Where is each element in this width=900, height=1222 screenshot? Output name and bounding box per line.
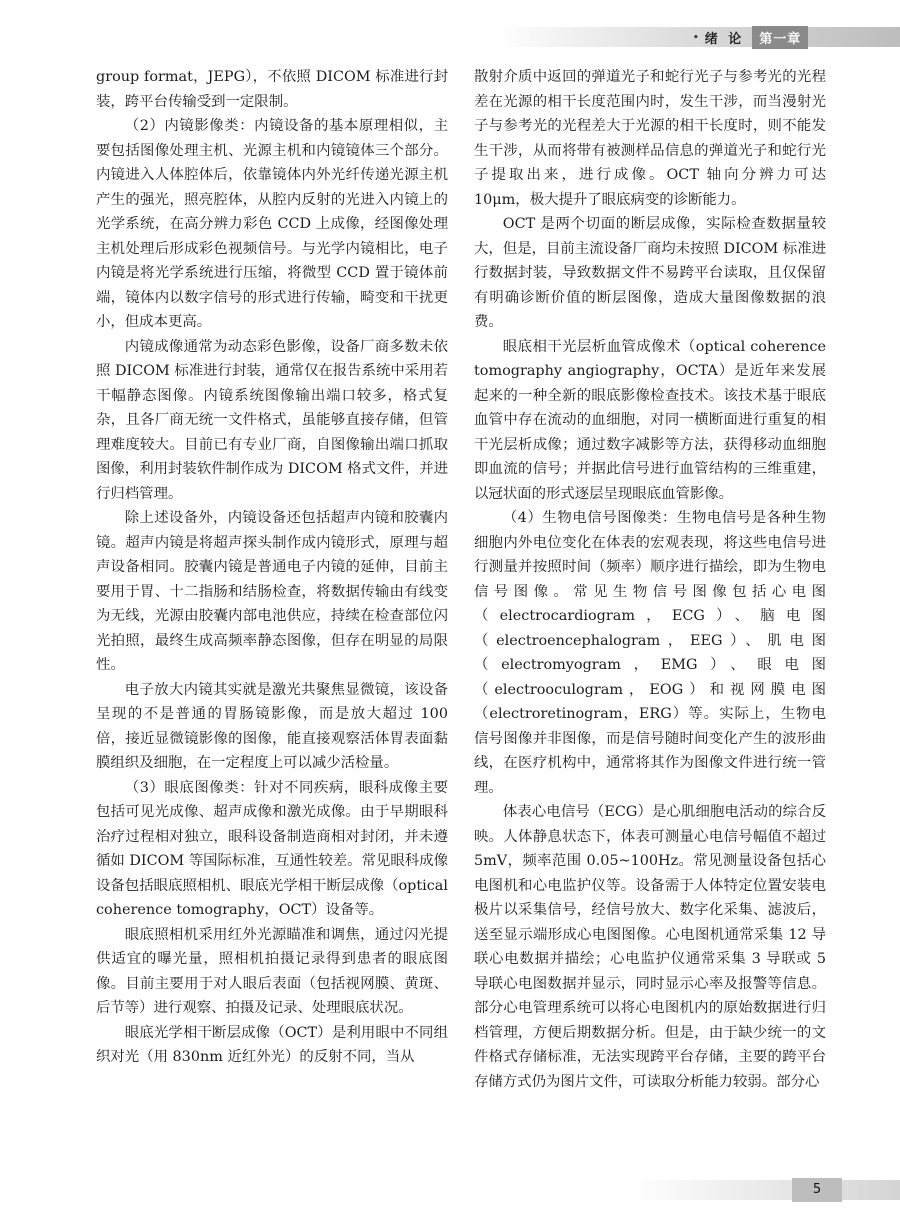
paragraph: （3）眼底图像类：针对不同疾病，眼科成像主要包括可见光成像、超声成像和激光成像。由于早期眼科治疗过程相对独立，眼科设备制造商相对封闭，并未遵循如 DICOM 等国际标准，互通性较差。常见眼科成像设备包括眼底照相机、眼底光学相干断层成像（optical coherence tomography，OCT）设备等。 xyxy=(96,779,448,918)
paragraph: 电子放大内镜其实就是激光共聚焦显微镜，该设备呈现的不是普通的胃肠镜影像，而是放大超过 100 倍，接近显微镜影像的图像，能直接观察活体胃表面黏膜组织及细胞，在一定程度上可以减少活检量。 xyxy=(96,681,448,771)
right-column xyxy=(474,65,826,1094)
paragraph: 除上述设备外，内镜设备还包括超声内镜和胶囊内镜。超声内镜是将超声探头制作成内镜形式，原理与超声设备相同。胶囊内镜是普通电子内镜的延伸，目前主要用于胃、十二指肠和结肠检查，将数据传输由有线变为无线，光源由胶囊内部电池供应，持续在检查部位闪光拍照，最终生成高频率静态图像，但存在明显的局限性。 xyxy=(96,510,448,673)
paragraph: 内镜成像通常为动态彩色影像，设备厂商多数未依照 DICOM 标准进行封装，通常仅在报告系统中采用若干幅静态图像。内镜系统图像输出端口较多，格式复杂，且各厂商无统一文件格式，虽能够直接存储，但管理难度较大。目前已有专业厂商，自图像输出端口抓取图像，利用封装软件制作成为 DICOM 格式文件，并进行归档管理。 xyxy=(96,338,448,502)
paragraph: 体表心电信号（ECG）是心肌细胞电活动的综合反映。人体静息状态下，体表可测量心电信号幅值不超过 5mV，频率范围 0.05~100Hz。常见测量设备包括心电图机和心电监护仪等。设备需于人体特定位置安装电极片以采集信号，经信号放大、数字化采集、滤波后，送至显示端形成心电图图像。心电图机通常采集 12 导联心电数据并描绘；心电监护仪通常采集 3 导联或 5 导联心电图数据并显示，同时显示心率及报警等信息。部分心电管理系统可以将心电图机内的原始数据进行归档管理，方便后期数据分析。但是，由于缺少统一的文件格式存储标准，无法实现跨平台存储，主要的跨平台存储方式仍为图片文件，可读取分析能力较弱。部分心 xyxy=(474,804,826,1090)
paragraph: （4）生物电信号图像类：生物电信号是各种生物细胞内外电位变化在体表的宏观表现，将这些电信号进行测量并按照时间（频率）顺序进行描绘，即为生物电信号图像。常见生物信号图像包括心电图（electrocardiogram，ECG）、脑电图（electroencephalogram，EEG）、肌电图（electromyogram，EMG）、眼电图（electrooculogram，EOG）和视网膜电图（electroretinogram，ERG）等。实际上，生物电信号图像并非图像，而是信号随时间变化产生的波形曲线，在医疗机构中，通常将其作为图像文件进行统一管理。 xyxy=(474,510,826,796)
paragraph: OCT 是两个切面的断层成像，实际检查数据量较大，但是，目前主流设备厂商均未按照 DICOM 标准进行数据封装，导致数据文件不易跨平台读取，且仅保留有明确诊断价值的断层图像，造成大量图像数据的浪费。 xyxy=(474,216,826,330)
paragraph: 眼底照相机采用红外光源瞄准和调焦，通过闪光提供适宜的曝光量，照相机拍摄记录得到患者的眼底图像。目前主要用于对人眼后表面（包括视网膜、黄斑、后节等）进行观察、拍摄及记录、处理眼底状况。 xyxy=(96,926,448,1016)
bullet-icon: • xyxy=(693,32,699,43)
paragraph: 眼底光学相干断层成像（OCT）是利用眼中不同组织对光（用 830nm 近红外光）的反射不同，当从 xyxy=(96,1024,448,1065)
footer-band xyxy=(0,1180,900,1200)
paragraph: （2）内镜影像类：内镜设备的基本原理相似，主要包括图像处理主机、光源主机和内镜镜体三个部分。内镜进入人体腔体后，依靠镜体内外光纤传递光源主机产生的强光，照亮腔体，从腔内反射的光进入内镜上的光学系统，在高分辨力彩色 CCD 上成像，经图像处理主机处理后形成彩色视频信号。与光学内镜相比，电子内镜是将光学系统进行压缩，将微型 CCD 置于镜体前端，镜体内以数字信号的形式进行传输，畸变和干扰更小，但成本更高。 xyxy=(96,118,448,330)
chapter-label: 第一章 xyxy=(752,26,808,49)
paragraph: group format，JEPG），不依照 DICOM 标准进行封装，跨平台传输受到一定限制。 xyxy=(96,69,448,110)
paragraph: 眼底相干光层析血管成像术（optical coherence tomography angiography，OCTA）是近年来发展起来的一种全新的眼底影像检查技术。该技术基于眼底血管中存在流动的血细胞，对同一横断面进行重复的相干光层析成像；通过数字减影等方法，获得移动血细胞即血流的信号；并据此信号进行血管结构的三维重建，以冠状面的形式逐层呈现眼底血管影像。 xyxy=(474,338,826,502)
running-header xyxy=(693,26,808,49)
left-column xyxy=(96,65,448,1070)
page-number: 5 xyxy=(792,1178,842,1202)
section-title: 绪 论 xyxy=(704,32,745,47)
paragraph: 散射介质中返回的弹道光子和蛇行光子与参考光的光程差在光源的相干长度范围内时，发生干涉，而当漫射光子与参考光的光程差大于光源的相干长度时，则不能发生干涉，从而将带有被测样品信息的弹道光子和蛇行光子提取出来，进行成像。OCT 轴向分辨力可达 10μm，极大提升了眼底病变的诊断能力。 xyxy=(474,69,826,208)
